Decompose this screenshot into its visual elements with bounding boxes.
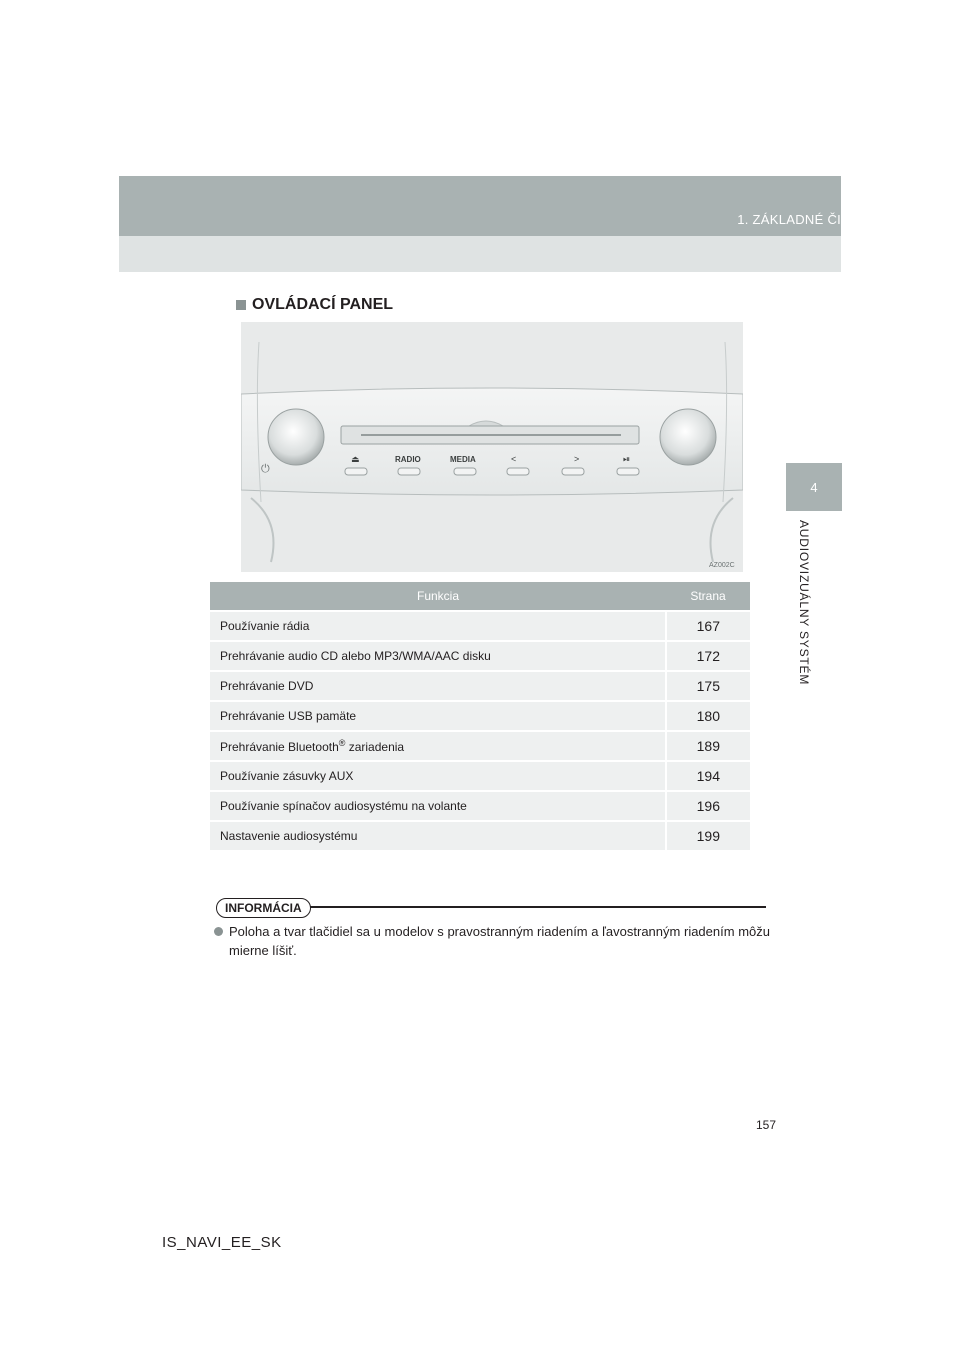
table-row <box>210 701 750 731</box>
row-page: 167 <box>666 611 750 641</box>
table-row <box>210 671 750 701</box>
section-heading <box>236 296 393 314</box>
control-panel-illustration <box>241 322 743 572</box>
figure-code: AZ002C <box>709 562 735 569</box>
table-row <box>210 791 750 821</box>
table-header-row <box>210 582 750 611</box>
row-function: Používanie zásuvky AUX <box>210 761 666 791</box>
row-function: Používanie spínačov audiosystému na volante <box>210 791 666 821</box>
row-function: Prehrávanie USB pamäte <box>210 701 666 731</box>
table-row <box>210 821 750 850</box>
row-page: 196 <box>666 791 750 821</box>
svg-text:⏏: ⏏ <box>351 455 360 465</box>
row-function: Používanie rádia <box>210 611 666 641</box>
media-button-label: MEDIA <box>450 455 476 464</box>
row-page: 180 <box>666 701 750 731</box>
row-page: 199 <box>666 821 750 850</box>
chapter-tab <box>786 463 842 511</box>
radio-button-label: RADIO <box>395 455 421 464</box>
row-page: 194 <box>666 761 750 791</box>
table-row <box>210 731 750 761</box>
row-function: Prehrávanie DVD <box>210 671 666 701</box>
svg-text:⏻: ⏻ <box>261 462 270 475</box>
table-row <box>210 761 750 791</box>
info-divider <box>236 906 766 908</box>
row-function-main: Prehrávanie Bluetooth <box>220 740 339 754</box>
next-button-label: > <box>574 454 580 464</box>
control-panel-drawing <box>241 322 743 572</box>
chapter-number: 4 <box>810 479 818 495</box>
registered-mark: ® <box>338 738 346 748</box>
page-number: 157 <box>756 1118 777 1132</box>
header-band <box>119 176 841 236</box>
function-page-table <box>210 582 750 850</box>
document-code: IS_NAVI_EE_SK <box>162 1234 282 1251</box>
row-function <box>210 731 666 761</box>
table-row <box>210 641 750 671</box>
column-header-function: Funkcia <box>210 582 666 611</box>
info-bullet <box>214 922 770 960</box>
row-page: 172 <box>666 641 750 671</box>
row-function: Nastavenie audiosystému <box>210 821 666 850</box>
info-badge: INFORMÁCIA <box>216 898 311 918</box>
square-bullet-icon <box>236 300 246 310</box>
chapter-side-label: AUDIOVIZUÁLNY SYSTÉM <box>797 520 811 686</box>
section-heading-text: OVLÁDACÍ PANEL <box>252 296 394 313</box>
row-page: 175 <box>666 671 750 701</box>
row-function: Prehrávanie audio CD alebo MP3/WMA/AAC disku <box>210 641 666 671</box>
header-subband <box>119 236 841 272</box>
prev-button-label: < <box>511 454 517 464</box>
bullet-dot-icon <box>214 927 223 936</box>
info-bullet-text: Poloha a tvar tlačidiel sa u modelov s pravostranným riadením a ľavostranným riadením môžu mierne líšiť. <box>229 924 770 958</box>
svg-text:⏯: ⏯ <box>623 455 631 465</box>
chapter-title: 1. ZÁKLADNÉ ČINNOSTI <box>737 212 892 227</box>
column-header-page: Strana <box>666 582 750 611</box>
row-function-rest: zariadenia <box>345 740 405 754</box>
row-page: 189 <box>666 731 750 761</box>
table-row <box>210 611 750 641</box>
